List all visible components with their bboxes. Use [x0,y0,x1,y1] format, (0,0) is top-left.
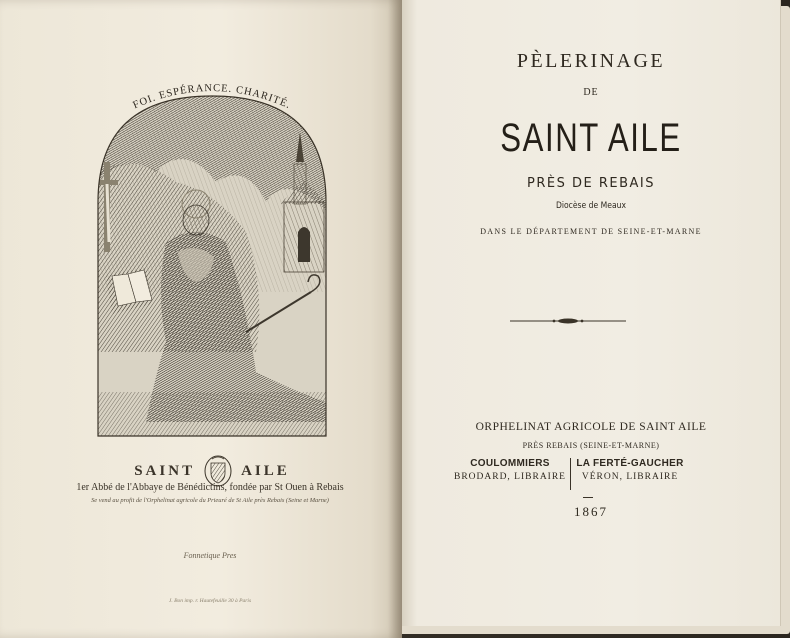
publisher-city: LA FERTÉ-GAUCHER [576,458,684,469]
orphanage-location: PRÈS REBAIS (SEINE-ET-MARNE) [522,441,660,450]
saint-aile-engraving [96,92,328,438]
caption-title-left: SAINT [134,462,196,479]
main-title: SAINT AILE [500,116,682,160]
ornamental-rule [508,316,628,326]
frame-motto-text: FOI. ESPÉRANCE. CHARITÉ. [131,82,293,112]
orphanage-line: ORPHELINAT AGRICOLE DE SAINT AILE [475,421,707,433]
subtitle: PRÈS DE REBAIS [527,176,655,191]
title-connector: DE [583,87,599,98]
page-title: PÈLERINAGE [516,50,666,72]
diocese-line: Diocèse de Meaux [555,201,627,211]
publishers-block [450,458,690,492]
publisher-la-ferte-gaucher [570,458,690,482]
printer-credit: J. Bon imp. r. Hautefeuille 30 à Paris [168,598,252,604]
publisher-coulommiers [450,458,570,482]
year-rule [583,497,593,498]
engraver-credit: Fonnetique Pres [183,551,237,560]
publisher-name: VÉRON, LIBRAIRE [581,472,679,482]
publisher-city: COULOMMIERS [470,458,550,469]
publisher-name: BRODARD, LIBRAIRE [453,472,566,482]
publication-year: 1867 [574,504,608,519]
caption-title-right: AILE [241,462,290,479]
department-line: DANS LE DÉPARTEMENT DE SEINE-ET-MARNE [480,227,702,236]
caption-sale-note: Se vend au profit de l'Orphelinat agricole du Prieuré de St Aile près Rebais (Seine et Marne) [91,497,329,504]
caption-subtitle: 1er Abbé de l'Abbaye de Bénédictins, fondée par St Ouen à Rebais [76,482,344,493]
